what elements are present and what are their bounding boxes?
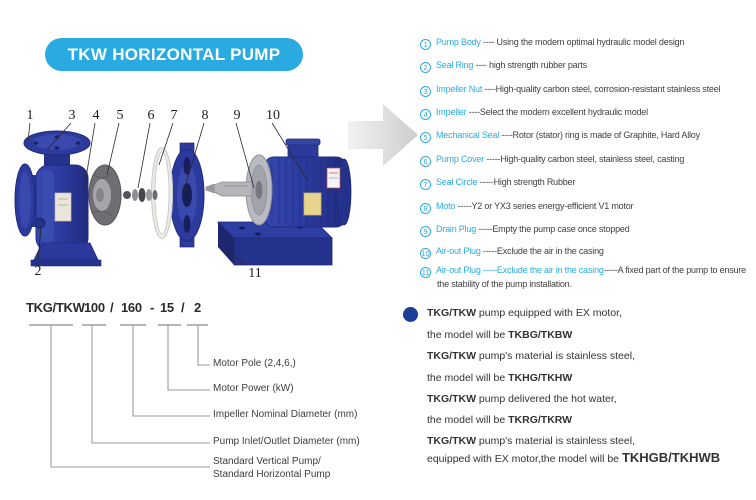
breakdown-lines bbox=[0, 300, 380, 490]
part-number-11: 11 bbox=[248, 266, 262, 281]
label-motor-pole: Motor Pole (2,4,6,) bbox=[213, 358, 296, 369]
pump-foot bbox=[34, 243, 98, 260]
list-item bbox=[420, 246, 604, 259]
list-item bbox=[420, 224, 630, 237]
banner-title: TKW HORIZONTAL PUMP bbox=[67, 44, 281, 64]
list-item bbox=[420, 264, 754, 291]
part-desc: -----A fixed part of the pump to ensure the stability of the pump installation. bbox=[437, 265, 746, 289]
part-name: Pump Body bbox=[436, 37, 481, 47]
part-number-4: 4 bbox=[92, 108, 100, 123]
direction-arrow-icon bbox=[348, 104, 418, 166]
bullet-dot-icon bbox=[403, 307, 418, 322]
label-impeller-diameter: Impeller Nominal Diameter (mm) bbox=[213, 409, 358, 420]
part-number-7: 7 bbox=[170, 108, 178, 123]
motor-shaft bbox=[214, 182, 252, 196]
circled-number: 6 bbox=[420, 156, 431, 167]
part-number-3: 3 bbox=[68, 108, 76, 123]
part-name: Air-out Plug bbox=[436, 246, 481, 256]
part-name: Impeller Nut bbox=[436, 84, 483, 94]
list-item bbox=[420, 60, 587, 73]
circled-number: 1 bbox=[420, 39, 431, 50]
note-line: the model will be TKHG/TKHW bbox=[427, 372, 573, 384]
product-banner bbox=[45, 38, 303, 71]
part-name: Seal Circle bbox=[436, 177, 478, 187]
part-number-6: 6 bbox=[147, 108, 155, 123]
list-item bbox=[420, 177, 575, 190]
model-segment-inlet: 100 bbox=[84, 300, 105, 315]
pump-cover bbox=[170, 143, 204, 247]
list-item bbox=[420, 201, 633, 214]
note-line: the model will be TKBG/TKBW bbox=[427, 329, 573, 341]
note-line: TKG/TKW pump equipped with EX motor, bbox=[427, 307, 622, 319]
list-item bbox=[420, 84, 720, 97]
part-name: Mechanical Seal bbox=[436, 130, 500, 140]
label-standard-vertical: Standard Vertical Pump/ bbox=[213, 456, 321, 467]
circled-number: 10 bbox=[421, 249, 430, 258]
note-line: TKG/TKW pump's material is stainless steel, bbox=[427, 435, 635, 447]
circled-number: 4 bbox=[420, 109, 431, 120]
circled-number: 5 bbox=[420, 132, 431, 143]
model-segment-power: 15 bbox=[160, 300, 174, 315]
part-desc: ---- high strength rubber parts bbox=[473, 60, 587, 70]
baseplate bbox=[218, 222, 332, 265]
part-desc: ----Select the modern excellent hydraulic model bbox=[466, 107, 648, 117]
drain-plug bbox=[35, 218, 45, 228]
part-desc: -----High-quality carbon steel, stainless steel, casting bbox=[484, 154, 685, 164]
model-separator: / bbox=[181, 300, 185, 315]
pump-label-sticker bbox=[55, 193, 71, 221]
circled-number: 7 bbox=[420, 179, 431, 190]
model-segment-pole: 2 bbox=[194, 300, 201, 315]
list-item bbox=[420, 154, 684, 167]
motor bbox=[206, 139, 351, 227]
part-number-10: 10 bbox=[266, 108, 280, 123]
part-desc: -----Empty the pump case once stopped bbox=[476, 224, 630, 234]
motor-yellow-label bbox=[304, 193, 321, 215]
model-segment-impeller: 160 bbox=[121, 300, 142, 315]
pump-body bbox=[15, 131, 101, 266]
circled-number: 9 bbox=[420, 226, 431, 237]
part-desc: ---- Using the modern optimal hydraulic model design bbox=[480, 37, 685, 47]
parts-list bbox=[420, 0, 756, 300]
part-desc: ----High-quality carbon steel, corrosion-resistant stainless steel bbox=[482, 84, 721, 94]
note-line: equipped with EX motor,the model will be TKHGB/TKHWB bbox=[427, 450, 721, 465]
part-name: Drain Plug bbox=[436, 224, 477, 234]
part-name: Pump Cover bbox=[436, 154, 485, 164]
note-line: TKG/TKW pump delivered the hot water, bbox=[427, 393, 617, 405]
note-line: TKG/TKW pump's material is stainless steel, bbox=[427, 350, 635, 362]
part-number-1: 1 bbox=[26, 108, 34, 123]
part-name: Impeller bbox=[436, 107, 467, 117]
pump-exploded-diagram bbox=[0, 95, 420, 305]
part-desc: -----Y2 or YX3 series energy-efficient V1 motor bbox=[455, 201, 634, 211]
list-item bbox=[420, 107, 648, 120]
part-number-5: 5 bbox=[116, 108, 124, 123]
model-separator: / bbox=[110, 300, 114, 315]
model-segment-series: TKG/TKW bbox=[26, 300, 85, 315]
list-item bbox=[420, 130, 700, 143]
part-desc: ----Rotor (stator) ring is made of Graphite, Hard Alloy bbox=[499, 130, 700, 140]
label-inlet-outlet: Pump Inlet/Outlet Diameter (mm) bbox=[213, 436, 360, 447]
part-number-8: 8 bbox=[201, 108, 209, 123]
label-motor-power: Motor Power (kW) bbox=[213, 383, 294, 394]
part-name: Seal Ring bbox=[436, 60, 474, 70]
circled-number: 2 bbox=[420, 62, 431, 73]
part-name: Air-out Plug bbox=[436, 265, 481, 275]
part-desc: -----Exclude the air in the casing bbox=[480, 246, 604, 256]
part-desc-blue: -----Exclude the air in the casing bbox=[480, 265, 604, 275]
circled-number: 11 bbox=[421, 268, 430, 277]
part-number-9: 9 bbox=[233, 108, 241, 123]
model-separator: - bbox=[150, 300, 155, 315]
list-item bbox=[420, 37, 684, 50]
part-number-2: 2 bbox=[34, 264, 42, 279]
label-standard-horizontal: Standard Horizontal Pump bbox=[213, 469, 331, 480]
part-name: Moto bbox=[436, 201, 456, 211]
part-desc: -----High strength Rubber bbox=[477, 177, 576, 187]
note-line: the model will be TKRG/TKRW bbox=[427, 414, 573, 426]
impeller bbox=[89, 165, 121, 225]
circled-number: 8 bbox=[420, 203, 431, 214]
circled-number: 3 bbox=[420, 86, 431, 97]
